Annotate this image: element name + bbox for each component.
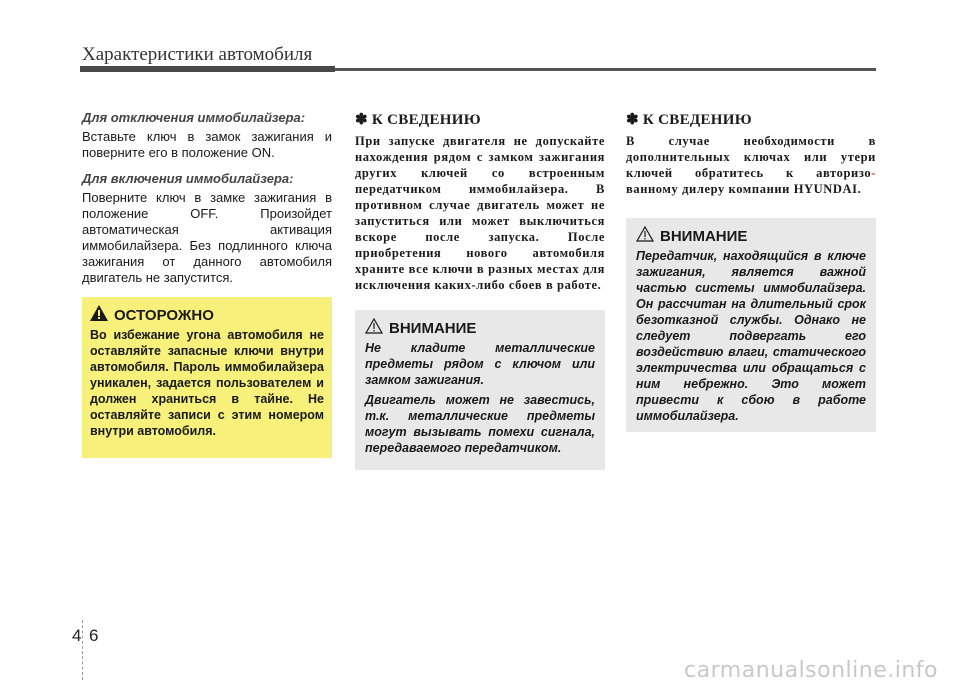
warning-title: ВНИМАНИЕ — [389, 319, 477, 337]
warning-triangle-outline-icon — [365, 318, 383, 338]
page-number: 6 — [89, 626, 99, 645]
note-text-part-a: В случае необходимости в дополнительных ключах или утери ключей обратитесь к авторизо — [626, 134, 876, 180]
note-hyphen: - — [871, 166, 876, 180]
warning-text: Передатчик, находящийся в ключе зажигания, является важной частью системы иммобилайзера. Он рассчитан на длительный срок безотказной службы. Однако не следует подвергать его воздействию влаги, статического электричества или обращаться с ним небрежно. Это может привести к сбою в работе иммобилайзера. — [636, 249, 866, 423]
note-heading: ✽ К СВЕДЕНИЮ — [355, 112, 481, 128]
caution-title-row — [90, 305, 324, 325]
header-rule-accent — [80, 66, 335, 72]
note-text-part-b: ванному дилеру компании HYUNDAI. — [626, 182, 862, 196]
warning-triangle-outline-icon — [636, 226, 654, 246]
warning-box — [626, 218, 876, 432]
warning-title-row — [636, 226, 866, 246]
header-title: Характеристики автомобиля — [82, 44, 313, 65]
note-text — [626, 133, 876, 197]
warning-box — [355, 310, 605, 470]
watermark: carmanualsonline.info — [684, 658, 938, 683]
warning-title: ВНИМАНИЕ — [660, 227, 748, 245]
middle-column — [355, 110, 605, 293]
left-column — [82, 110, 332, 296]
warning-triangle-filled-icon — [90, 305, 108, 325]
right-column — [626, 110, 876, 197]
note-text: При запуске двигателя не допускайте нахождения рядом с замком зажигания других ключей со встроенным передатчиком иммобилайзера. В противном случае двигатель может не запуститься или может выключиться вскоре после запуска. После приобретения нового автомобиля храните все ключи в разных местах для исключения каких-либо сбоев в работе. — [355, 134, 605, 292]
caution-box — [82, 297, 332, 458]
caution-text: Во избежание угона автомобиля не оставляйте запасные ключи внутри автомобиля. Пароль иммобилайзера уникален, задается пользователем и должен храниться в тайне. Не оставляйте записи с этим номером внутри автомобиля. — [90, 328, 324, 438]
warning-title-row — [365, 318, 595, 338]
warning-text-2: Двигатель может не завестись, т.к. металлические предметы могут вызывать помехи сигнала, передаваемого передатчиком. — [365, 393, 595, 455]
caution-title: ОСТОРОЖНО — [114, 306, 214, 324]
note-heading: ✽ К СВЕДЕНИЮ — [626, 112, 752, 128]
page-divider — [82, 620, 84, 680]
disable-heading: Для отключения иммобилайзера: — [82, 110, 306, 125]
warning-text-1: Не кладите металлические предметы рядом с ключом или замком зажигания. — [365, 341, 595, 387]
enable-heading: Для включения иммобилайзера: — [82, 171, 294, 186]
page-section-number: 4 — [72, 626, 82, 645]
enable-text: Поверните ключ в замке зажигания в положение OFF. Произойдет автоматическая активация иммобилайзера. Без подлинного ключа зажигания от данного автомобиля двигатель не запустится. — [82, 190, 332, 285]
disable-text: Вставьте ключ в замок зажигания и поверните его в положение ON. — [82, 129, 332, 160]
